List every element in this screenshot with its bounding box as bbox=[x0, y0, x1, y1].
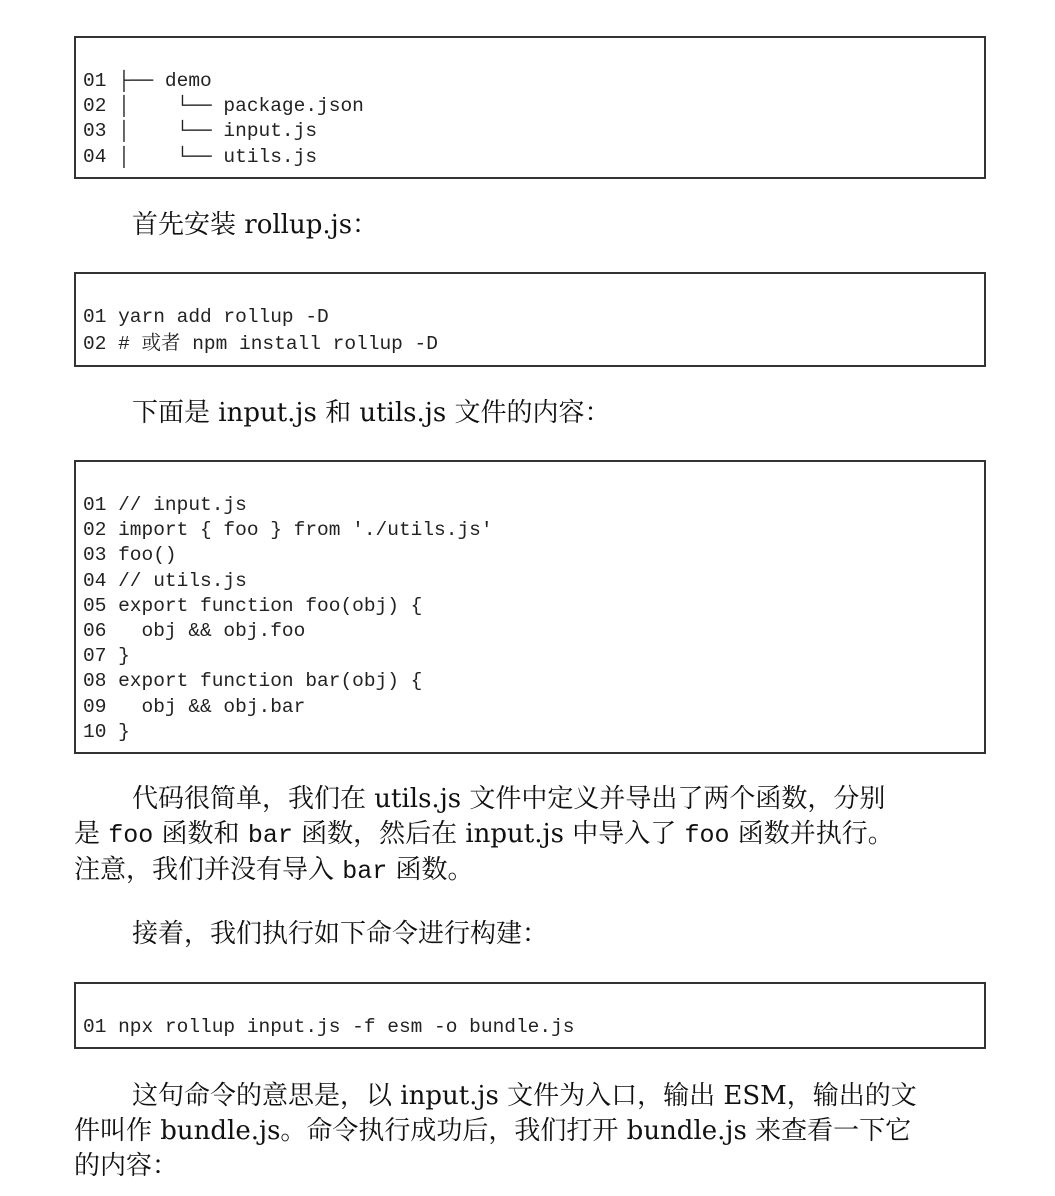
code-lines bbox=[83, 493, 493, 745]
code-line: 01 yarn add rollup -D bbox=[83, 306, 329, 328]
code-lines bbox=[83, 304, 438, 358]
source-code-block bbox=[74, 460, 986, 754]
install-code-block bbox=[74, 272, 986, 367]
paragraph-line: 是 foo 函数和 bar 函数，然后在 input.js 中导入了 foo 函数并执行。 bbox=[74, 819, 894, 850]
code-line: 02 import { foo } from './utils.js' bbox=[83, 519, 493, 542]
paragraph-line: 这句命令的意思是，以 input.js 文件为入口，输出 ESM，输出的文 bbox=[132, 1081, 917, 1111]
paragraph-build: 接着，我们执行如下命令进行构建： bbox=[132, 919, 549, 949]
paragraph-line: 的内容： bbox=[74, 1151, 179, 1181]
code-line: 01 ├── demo bbox=[83, 70, 212, 92]
code-line: 03 foo() bbox=[83, 544, 177, 567]
inline-code: foo bbox=[108, 821, 154, 850]
code-line: 07 } bbox=[83, 645, 130, 668]
code-lines bbox=[83, 1015, 574, 1040]
code-line: 05 export function foo(obj) { bbox=[83, 594, 423, 617]
inline-code: bar bbox=[342, 857, 388, 886]
paragraph-file-content: 下面是 input.js 和 utils.js 文件的内容： bbox=[132, 398, 611, 428]
code-line: 06 obj && obj.foo bbox=[83, 620, 306, 643]
inline-code: bar bbox=[247, 821, 293, 850]
code-line: 04 // utils.js bbox=[83, 569, 247, 592]
code-line: 10 } bbox=[83, 720, 130, 743]
paragraph-line: 代码很简单，我们在 utils.js 文件中定义并导出了两个函数，分别 bbox=[132, 784, 886, 814]
paragraph-line: 件叫作 bundle.js。命令执行成功后，我们打开 bundle.js 来查看一下它 bbox=[74, 1116, 912, 1146]
code-line: 01 npx rollup input.js -f esm -o bundle.js bbox=[83, 1016, 575, 1038]
code-line: 04 │ └── utils.js bbox=[83, 145, 318, 168]
code-line: 09 obj && obj.bar bbox=[83, 695, 306, 718]
code-line: 02 # 或者 npm install rollup -D bbox=[83, 333, 438, 355]
code-lines bbox=[83, 69, 364, 170]
build-command-code-block bbox=[74, 982, 986, 1049]
code-line: 03 │ └── input.js bbox=[83, 120, 318, 143]
code-line: 02 │ └── package.json bbox=[83, 95, 364, 118]
paragraph-explanation bbox=[74, 782, 989, 889]
paragraph-command-meaning bbox=[74, 1079, 989, 1184]
code-line: 01 // input.js bbox=[83, 494, 247, 516]
paragraph-install: 首先安装 rollup.js： bbox=[132, 210, 379, 240]
directory-tree-code-block bbox=[74, 36, 986, 179]
paragraph-line: 注意，我们并没有导入 bar 函数。 bbox=[74, 855, 474, 886]
code-line: 08 export function bar(obj) { bbox=[83, 670, 423, 693]
inline-code: foo bbox=[684, 821, 730, 850]
